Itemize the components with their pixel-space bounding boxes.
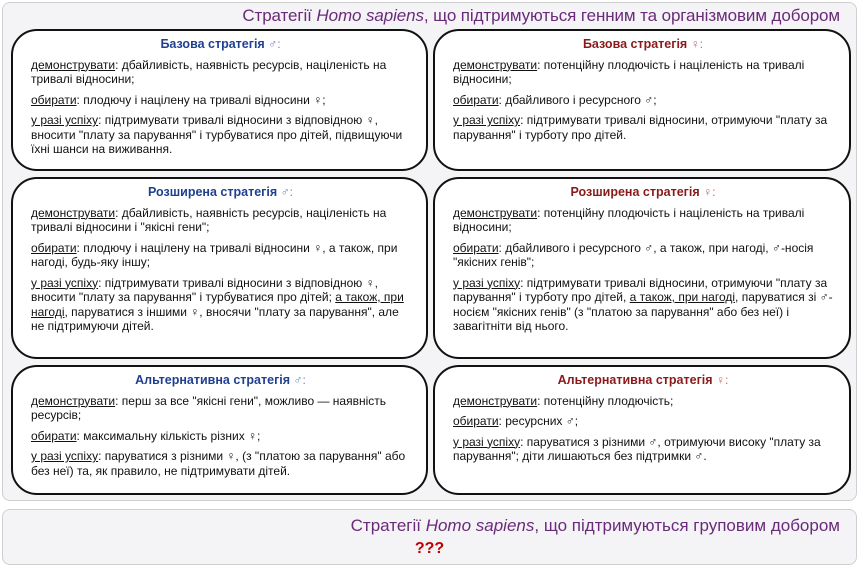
male-symbol-icon: ♂: bbox=[268, 37, 281, 51]
genetic-selection-panel bbox=[2, 2, 857, 501]
choose-line: обирати: плодючу і націлену на тривалі відносини ♀; bbox=[31, 92, 326, 107]
success-line: у разі успіху: підтримувати тривалі відносини, отримуючи "плату за парування" і турботу про дітей, а також, при нагоді, паруватися зі ♂-носієм "якісних генів" (з "платою за парування" або без неї) і завагітніти від нього. bbox=[453, 275, 833, 333]
female-basic-strategy-card bbox=[433, 29, 851, 171]
male-symbol-icon: ♂: bbox=[280, 185, 293, 199]
demonstrate-line: демонструвати: дбайливість, наявність ресурсів, націленість на тривалі відносини; bbox=[31, 57, 387, 86]
demonstrate-line: демонструвати: потенційну плодючість і націленість на тривалі відносини; bbox=[453, 205, 805, 234]
male-basic-strategy-card bbox=[11, 29, 428, 171]
choose-line: обирати: плодючу і націлену на тривалі відносини ♀, а також, при нагоді, будь-яку іншу; bbox=[31, 240, 398, 269]
choose-line: обирати: дбайливого і ресурсного ♂, а також, при нагоді, ♂-носія "якісних генів"; bbox=[453, 240, 814, 269]
demonstrate-line: демонструвати: потенційну плодючість і націленість на тривалі відносини; bbox=[453, 57, 805, 86]
card-heading: Базова стратегія ♀: bbox=[582, 37, 704, 51]
choose-line: обирати: дбайливого і ресурсного ♂; bbox=[453, 92, 657, 107]
demonstrate-line: демонструвати: потенційну плодючість; bbox=[453, 393, 674, 408]
female-alternative-strategy-card bbox=[433, 365, 851, 495]
success-line: у разі успіху: паруватися з різними ♀, (з "платою за парування" або без неї) та, як правило, не підтримувати дітей. bbox=[31, 449, 406, 478]
group-title-prefix: Стратегії bbox=[350, 516, 426, 535]
female-symbol-icon: ♀: bbox=[703, 185, 716, 199]
card-heading: Базова стратегія ♂: bbox=[160, 37, 281, 51]
female-symbol-icon: ♀: bbox=[716, 373, 729, 387]
male-extended-strategy-card bbox=[11, 177, 428, 359]
title-prefix: Стратегії bbox=[242, 6, 317, 25]
card-heading: Альтернативна стратегія ♀: bbox=[557, 373, 729, 387]
group-selection-title bbox=[351, 516, 840, 536]
success-line: у разі успіху: підтримувати тривалі відносини з відповідною ♀, вносити "плату за парування" і турбуватися про дітей, підвищуючи їхні шанси на виживання. bbox=[31, 113, 403, 156]
female-symbol-icon: ♀: bbox=[690, 37, 704, 51]
group-title-suffix: , що підтримуються груповим добором bbox=[534, 516, 840, 535]
male-symbol-icon: ♂: bbox=[293, 373, 306, 387]
page-title bbox=[242, 6, 840, 26]
choose-line: обирати: максимальну кількість різних ♀; bbox=[31, 428, 261, 443]
demonstrate-line: демонструвати: перш за все "якісні гени", можливо — наявність ресурсів; bbox=[31, 393, 387, 422]
success-line: у разі успіху: паруватися з різними ♂, отримуючи високу "плату за парування"; діти лишаються без підтримки ♂. bbox=[453, 434, 821, 463]
unknown-question-marks: ??? bbox=[414, 540, 445, 557]
title-species: Homo sapiens bbox=[316, 6, 424, 25]
choose-line: обирати: ресурсних ♂; bbox=[453, 414, 579, 428]
demonstrate-line: демонструвати: дбайливість, наявність ресурсів, націленість на тривалі відносини і "якісні гени"; bbox=[31, 205, 387, 234]
group-selection-panel bbox=[2, 509, 857, 565]
title-suffix: , що підтримуються генним та організмовим добором bbox=[423, 6, 840, 25]
group-title-species: Homo sapiens bbox=[425, 516, 535, 535]
card-heading: Розширена стратегія ♂: bbox=[148, 185, 293, 199]
success-line: у разі успіху: підтримувати тривалі відносини з відповідною ♀, вносити "плату за парування" і турбуватися про дітей; а також, при нагоді, паруватися з іншими ♀, вносячи "плату за парування", але не підтримуючи дітей. bbox=[31, 275, 404, 333]
card-heading: Альтернативна стратегія ♂: bbox=[135, 373, 306, 387]
card-heading: Розширена стратегія ♀: bbox=[570, 185, 716, 199]
male-alternative-strategy-card bbox=[11, 365, 428, 495]
success-line: у разі успіху: підтримувати тривалі відносини, отримуючи "плату за парування" і турботу про дітей. bbox=[453, 113, 828, 142]
female-extended-strategy-card bbox=[433, 177, 851, 359]
